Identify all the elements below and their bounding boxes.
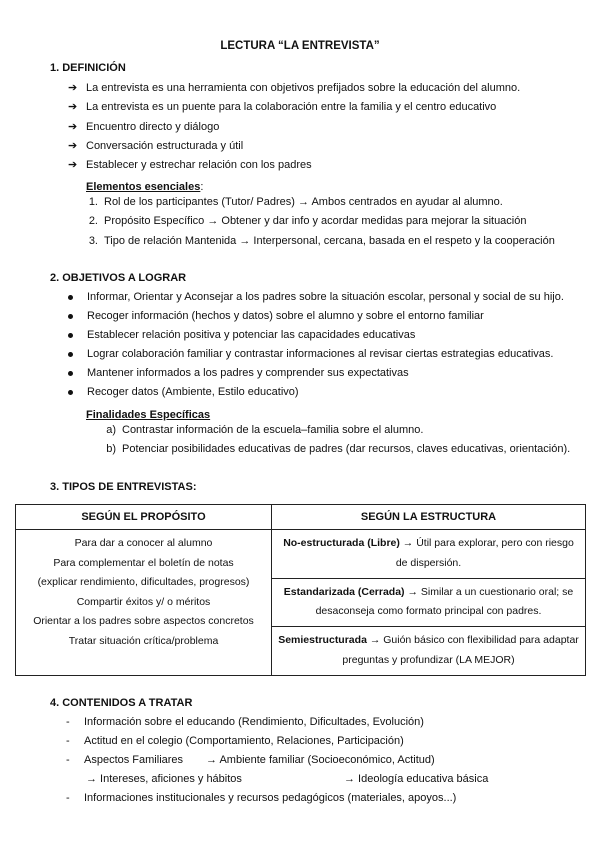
interview-types-table — [15, 504, 586, 676]
s1-numbered-item: 2. Propósito Específico → Obtener y dar info y acordar medidas para mejorar la situación — [88, 215, 527, 227]
s4-family-ambient: → Ambiente familiar (Socioeconómico, Actitud) — [206, 754, 435, 766]
s1-bullet: ➔ Encuentro directo y diálogo — [68, 121, 220, 133]
table-row — [16, 530, 586, 579]
s1-numbered-item: 1. Rol de los participantes (Tutor/ Padres) → Ambos centrados en ayudar al alumno. — [88, 196, 503, 208]
s2-lettered-item: b) Potenciar posibilidades educativas de padres (dar recursos, claves educativas, orientación). — [106, 443, 571, 455]
s2-lettered-item: a) Contrastar información de la escuela–familia sobre el alumno. — [106, 424, 424, 436]
bullet-icon — [68, 333, 73, 338]
s2-subtitle: Finalidades Específicas — [86, 409, 211, 421]
structure-cell: No-estructurada (Libre) → Útil para explorar, pero con riesgo de dispersión. — [272, 530, 586, 579]
purpose-line: Compartir éxitos y/ o méritos — [76, 595, 211, 608]
section-3-heading: 3. TIPOS DE ENTREVISTAS: — [50, 481, 197, 493]
s2-bullet: Recoger datos (Ambiente, Estilo educativo) — [68, 386, 299, 398]
arrow-icon: ➔ — [68, 140, 78, 152]
bullet-icon — [68, 295, 73, 300]
purpose-line: Para complementar el boletín de notas — [53, 556, 234, 569]
s1-numbered-item: 3. Tipo de relación Mantenida → Interpersonal, cercana, basada en el respeto y la cooperación — [88, 235, 555, 247]
s1-bullet: ➔ La entrevista es un puente para la colaboración entre la familia y el centro educativo — [68, 101, 497, 113]
s1-bullet: ➔ Establecer y estrechar relación con los padres — [68, 159, 312, 171]
s4-item: - Actitud en el colegio (Comportamiento, Relaciones, Participación) — [66, 735, 404, 747]
s2-bullet: Lograr colaboración familiar y contrastar informaciones al revisar ciertas estrategias educativas. — [68, 348, 554, 360]
s4-item: - Informaciones institucionales y recursos pedagógicos (materiales, apoyos...) — [66, 792, 457, 804]
arrow-icon: ➔ — [68, 159, 78, 171]
s1-subtitle: Elementos esenciales: — [86, 181, 204, 193]
table-header-row — [16, 505, 586, 530]
s4-item: - Aspectos Familiares — [66, 754, 184, 766]
structure-cell: Estandarizada (Cerrada) → Similar a un cuestionario oral; se desaconseja como formato principal con padres. — [272, 578, 586, 627]
arrow-icon: ➔ — [68, 82, 78, 94]
purpose-line: Tratar situación crítica/problema — [68, 634, 219, 647]
s2-bullet: Establecer relación positiva y potenciar las capacidades educativas — [68, 329, 415, 341]
bullet-icon — [68, 314, 73, 319]
section-1-heading: 1. DEFINICIÓN — [50, 62, 126, 74]
s2-bullet: Recoger información (hechos y datos) sobre el alumno y sobre el entorno familiar — [68, 310, 484, 322]
purpose-line: Orientar a los padres sobre aspectos concretos — [33, 615, 254, 627]
s2-bullet: Informar, Orientar y Aconsejar a los padres sobre la situación escolar, personal y social de su hijo. — [68, 291, 564, 303]
purpose-line: (explicar rendimiento, dificultades, progresos) — [37, 576, 250, 588]
column-header-structure: SEGÚN LA ESTRUCTURA — [272, 505, 586, 530]
structure-cell: Semiestructurada → Guión básico con flexibilidad para adaptar preguntas y profundizar (LA MEJOR) — [272, 627, 586, 676]
arrow-icon: ➔ — [68, 121, 78, 133]
bullet-icon — [68, 390, 73, 395]
bullet-icon — [68, 371, 73, 376]
s4-family-interests: → Intereses, aficiones y hábitos — [86, 773, 242, 785]
purpose-line: Para dar a conocer al alumno — [74, 537, 213, 549]
s4-item: - Información sobre el educando (Rendimiento, Dificultades, Evolución) — [66, 716, 424, 728]
section-2-heading: 2. OBJETIVOS A LOGRAR — [50, 272, 187, 284]
s2-bullet: Mantener informados a los padres y comprender sus expectativas — [68, 367, 409, 379]
arrow-icon: ➔ — [68, 101, 78, 113]
bullet-icon — [68, 352, 73, 357]
s4-family-ideology: → Ideología educativa básica — [344, 773, 489, 785]
s1-bullet: ➔ La entrevista es una herramienta con objetivos prefijados sobre la educación del alumno. — [68, 82, 521, 94]
s1-bullet: ➔ Conversación estructurada y útil — [68, 140, 244, 152]
column-header-purpose: SEGÚN EL PROPÓSITO — [16, 505, 272, 530]
document-title: LECTURA “LA ENTREVISTA” — [220, 40, 380, 52]
section-4-heading: 4. CONTENIDOS A TRATAR — [50, 697, 193, 709]
purpose-cell — [16, 530, 272, 676]
